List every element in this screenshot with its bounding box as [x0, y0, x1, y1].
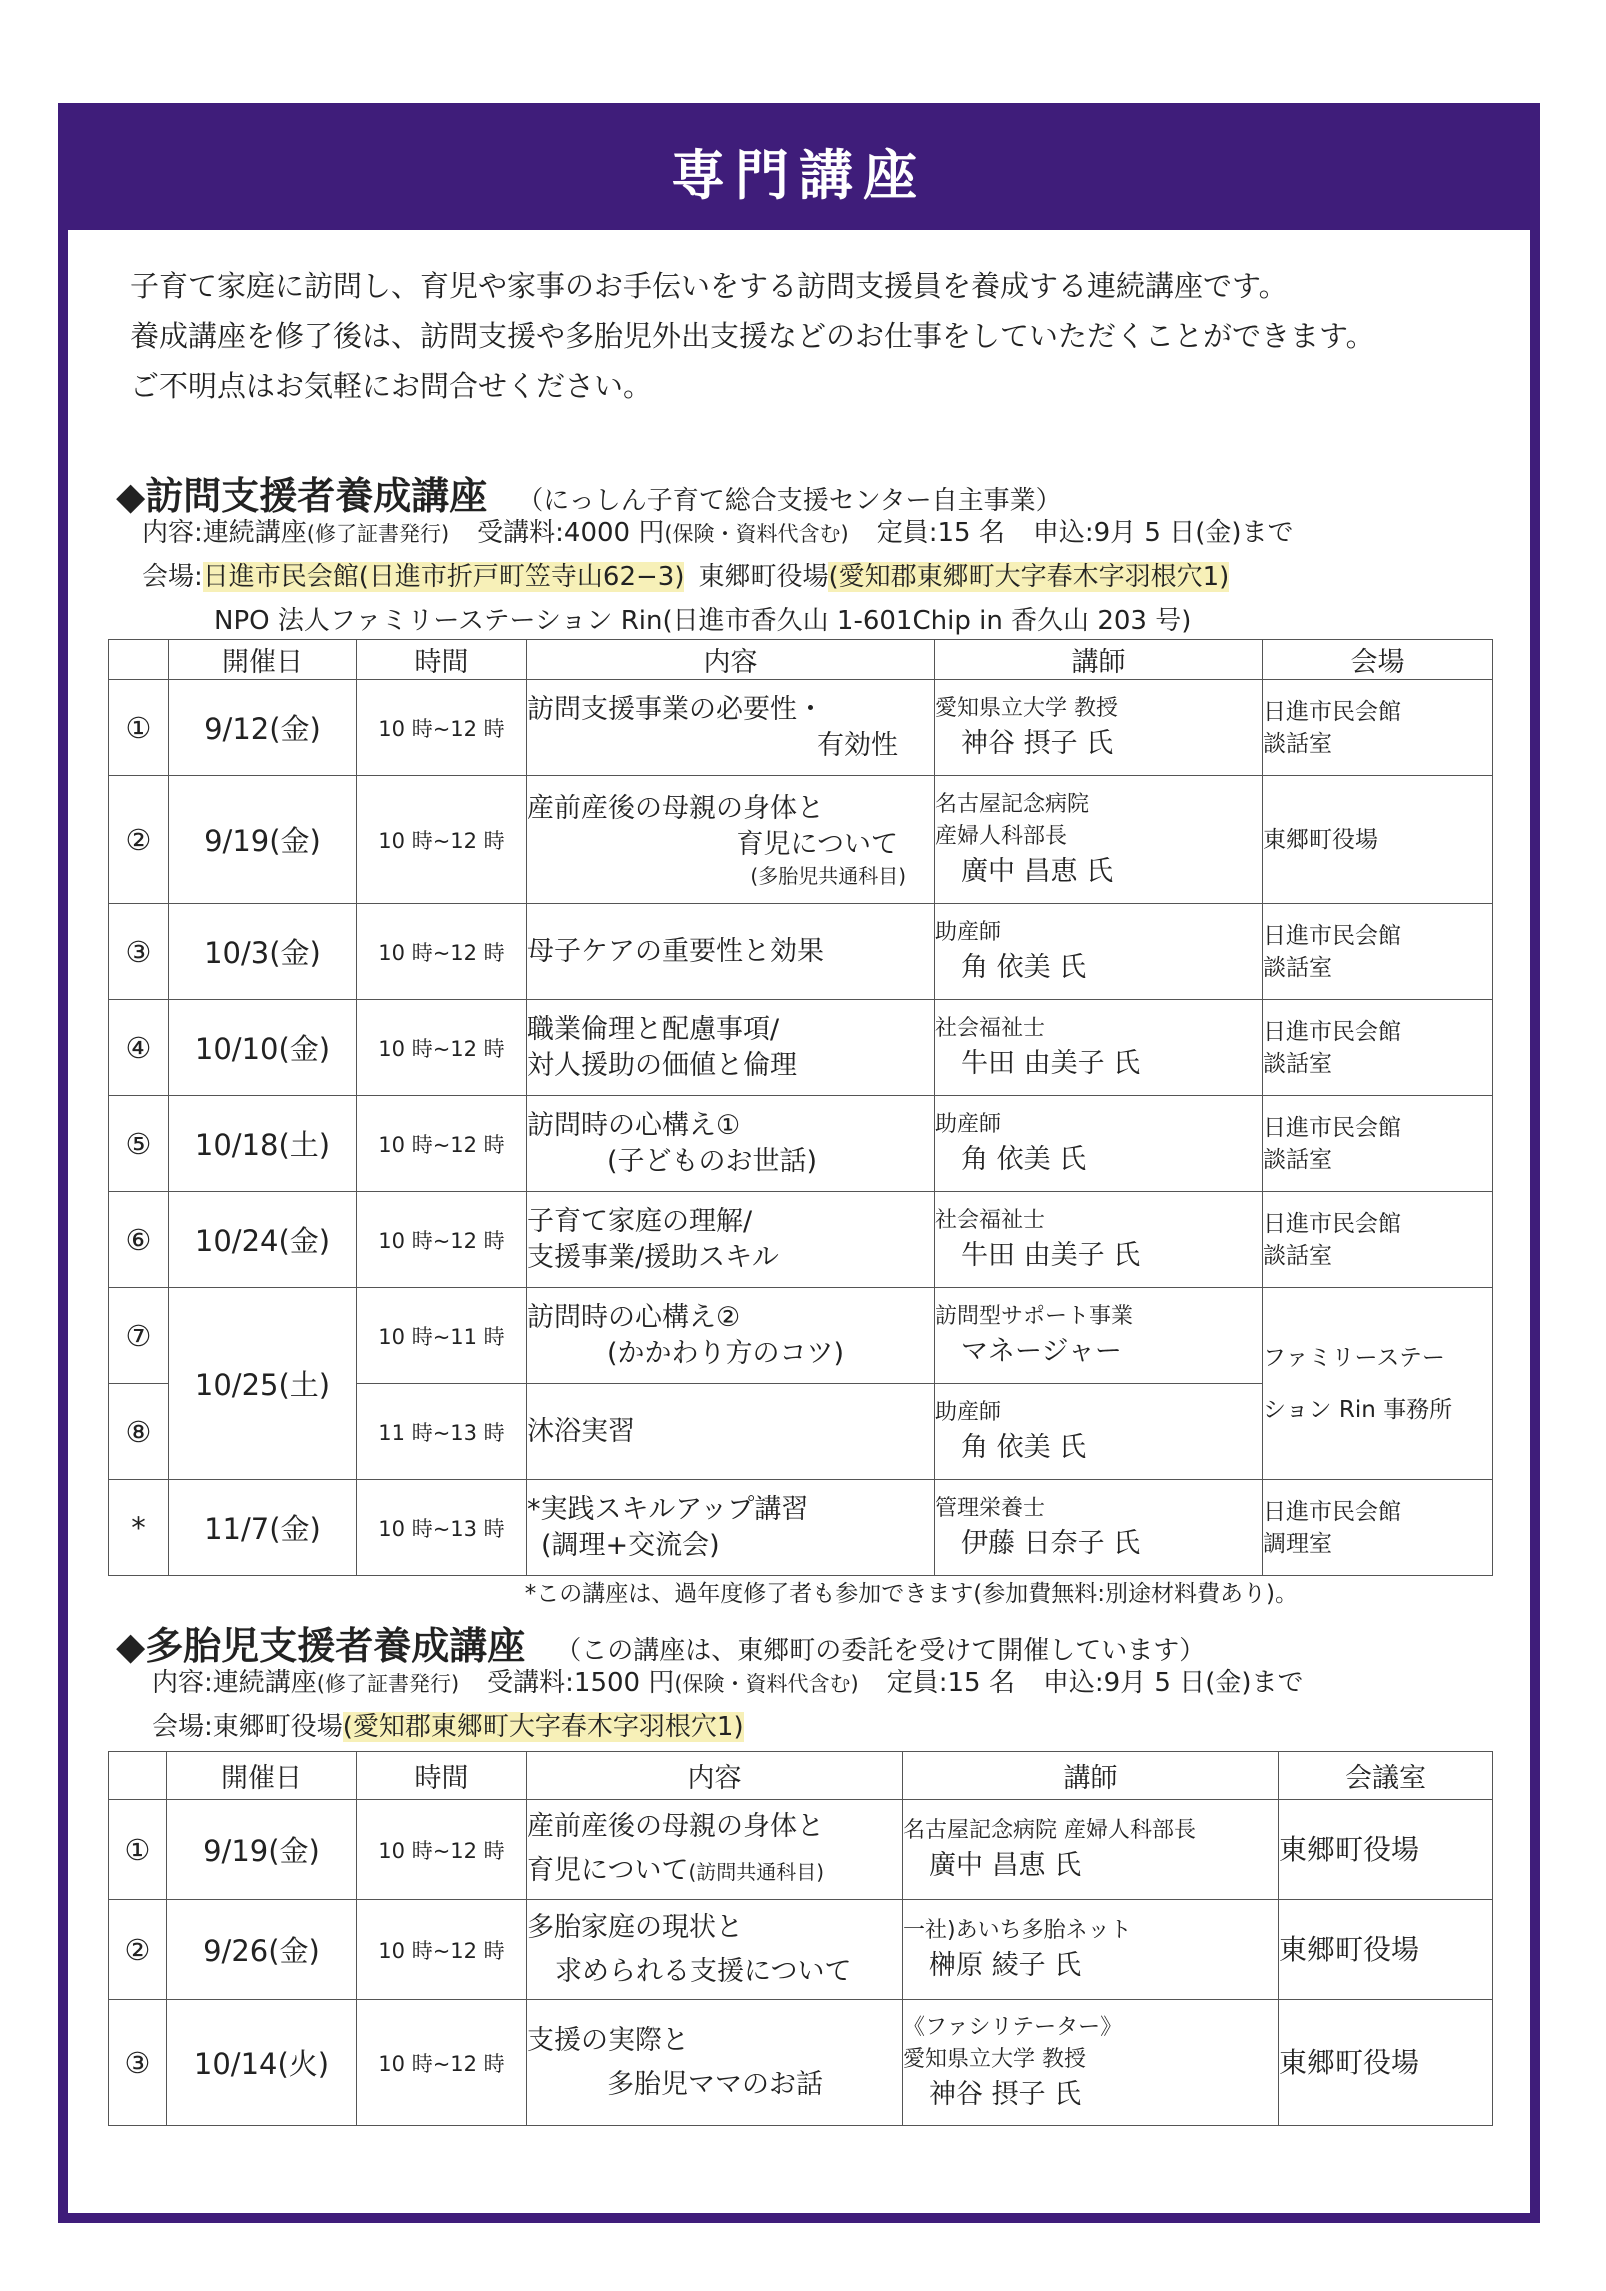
row-no: ⑦	[109, 1288, 169, 1384]
row-no: ①	[109, 680, 169, 776]
lecturer-name: 榊原 綾子 氏	[929, 1949, 1082, 1981]
lecturer-name: マネージャー	[961, 1335, 1122, 1367]
course1-venue-line	[142, 559, 1229, 595]
course1-venue2-name: 東郷町役場	[698, 562, 829, 592]
row-content	[527, 1480, 935, 1576]
course2-venue-label: 会場:東郷町役場	[152, 1712, 343, 1742]
row-venue: 東郷町役場	[1279, 1900, 1493, 2000]
content-line: 母子ケアの重要性と効果	[527, 935, 824, 967]
table-row	[109, 1192, 1493, 1288]
content-line: 育児について	[527, 1855, 689, 1886]
col-no	[109, 640, 169, 680]
intro-line-3: ご不明点はお気軽にお問合せください。	[130, 369, 653, 403]
table-row	[109, 904, 1493, 1000]
row-no: *	[109, 1480, 169, 1576]
col-venue: 会場	[1263, 640, 1493, 680]
row-lecturer	[935, 1288, 1263, 1384]
table-row	[109, 1096, 1493, 1192]
lecturer-title: 名古屋記念病院 産婦人科部長	[903, 1817, 1196, 1843]
content-line: 育児について	[736, 828, 898, 860]
lecturer-name: 神谷 摂子 氏	[961, 727, 1114, 759]
row-content	[527, 1288, 935, 1384]
lecturer-title: 一社)あいち多胎ネット	[903, 1917, 1132, 1943]
row-date: 10/10(金)	[169, 1000, 357, 1096]
row-date: 9/26(金)	[167, 1900, 357, 2000]
course1-schedule-table	[108, 639, 1493, 1576]
course2-apply: 申込:9月 5 日(金)まで	[1042, 1668, 1304, 1698]
row-content	[527, 776, 935, 904]
table-row	[109, 776, 1493, 904]
lecturer-title: 社会福祉士	[935, 1015, 1046, 1041]
row-venue: 日進市民会館 談話室	[1263, 1096, 1493, 1192]
course1-footnote: *この講座は、過年度修了者も参加できます(参加費無料:別途材料費あり)。	[524, 1581, 1298, 1607]
lecturer-title: 愛知県立大学 教授	[903, 2046, 1086, 2072]
col-date: 開催日	[167, 1752, 357, 1800]
row-lecturer	[935, 1480, 1263, 1576]
row-time: 10 時~12 時	[357, 680, 527, 776]
row-date: 10/18(土)	[169, 1096, 357, 1192]
row-content	[527, 1800, 903, 1900]
content-line: 子育て家庭の理解/	[527, 1205, 753, 1237]
content-line: 多胎児ママのお話	[607, 2068, 823, 2100]
content-line: 沐浴実習	[527, 1415, 635, 1447]
lecturer-title: 社会福祉士	[935, 1207, 1046, 1233]
row-no: ①	[109, 1800, 167, 1900]
row-lecturer	[935, 1096, 1263, 1192]
content-line: 支援事業/援助スキル	[527, 1241, 779, 1273]
row-venue: 日進市民会館 談話室	[1263, 904, 1493, 1000]
col-lecturer: 講師	[935, 640, 1263, 680]
row-time: 10 時~12 時	[357, 1000, 527, 1096]
row-date: 10/3(金)	[169, 904, 357, 1000]
row-lecturer	[935, 1000, 1263, 1096]
row-lecturer	[935, 1384, 1263, 1480]
course2-fee-note: (保険・資料代含む)	[674, 1672, 859, 1696]
row-lecturer	[935, 1192, 1263, 1288]
course1-title: ◆訪問支援者養成講座	[116, 474, 488, 518]
content-line: 支援の実際と	[527, 2024, 689, 2056]
course2-capacity: 定員:15 名	[886, 1668, 1015, 1698]
lecturer-name: 伊藤 日奈子 氏	[961, 1527, 1141, 1559]
table-header-row	[109, 1752, 1493, 1800]
content-line: 訪問支援事業の必要性・	[527, 693, 824, 725]
col-time: 時間	[357, 1752, 527, 1800]
row-lecturer	[935, 904, 1263, 1000]
content-line: 対人援助の価値と倫理	[527, 1049, 797, 1081]
row-time: 10 時~11 時	[357, 1288, 527, 1384]
row-time: 11 時~13 時	[357, 1384, 527, 1480]
table-row	[109, 2000, 1493, 2126]
lecturer-name: 牛田 由美子 氏	[961, 1239, 1141, 1271]
row-content	[527, 1900, 903, 2000]
table-row	[109, 1480, 1493, 1576]
course2-subtitle: （この講座は、東郷町の委託を受けて開催しています）	[555, 1636, 1206, 1666]
row-venue: 日進市民会館 談話室	[1263, 1000, 1493, 1096]
row-date: 11/7(金)	[169, 1480, 357, 1576]
col-content: 内容	[527, 640, 935, 680]
row-no: ②	[109, 1900, 167, 2000]
content-line: (調理+交流会)	[541, 1529, 720, 1561]
intro-line-2: 養成講座を修了後は、訪問支援や多胎児外出支援などのお仕事をしていただくことができます。	[130, 319, 1375, 353]
course2-fee: 受講料:1500 円	[487, 1668, 675, 1698]
table-row	[109, 680, 1493, 776]
course1-apply: 申込:9月 5 日(金)まで	[1032, 518, 1294, 548]
lecturer-role: 《ファシリテーター》	[903, 2014, 1123, 2040]
content-line: 訪問時の心構え①	[527, 1109, 741, 1141]
row-lecturer	[903, 2000, 1279, 2126]
content-line: 産前産後の母親の身体と	[527, 792, 824, 824]
row-venue: ファミリーステー ション Rin 事務所	[1263, 1288, 1493, 1480]
row-date: 9/19(金)	[169, 776, 357, 904]
course1-venue-label: 会場:	[142, 562, 203, 592]
content-line: 求められる支援について	[555, 1955, 852, 1987]
course1-content-label: 内容:連続講座	[142, 518, 307, 548]
row-time: 10 時~12 時	[357, 776, 527, 904]
course1-venue2-addr: (愛知郡東郷町大字春木字羽根穴1)	[828, 562, 1230, 592]
lecturer-title: 管理栄養士	[935, 1495, 1046, 1521]
content-note: (多胎児共通科目)	[750, 863, 906, 888]
row-no: ⑥	[109, 1192, 169, 1288]
col-date: 開催日	[169, 640, 357, 680]
col-lecturer: 講師	[903, 1752, 1279, 1800]
course1-fee: 受講料:4000 円	[477, 518, 665, 548]
row-lecturer	[903, 1900, 1279, 2000]
content-note: (訪問共通科目)	[688, 1860, 825, 1884]
course1-heading	[116, 465, 1062, 520]
content-line: 職業倫理と配慮事項/	[527, 1013, 780, 1045]
row-content	[527, 1384, 935, 1480]
row-no: ④	[109, 1000, 169, 1096]
row-lecturer	[903, 1800, 1279, 1900]
lecturer-name: 角 依美 氏	[961, 951, 1087, 983]
row-lecturer	[935, 776, 1263, 904]
content-line: 有効性	[817, 729, 898, 761]
course1-venue1: 日進市民会館(日進市折戸町笠寺山62−3)	[202, 562, 685, 592]
lecturer-name: 廣中 昌恵 氏	[929, 1849, 1082, 1881]
row-no: ③	[109, 904, 169, 1000]
course2-content-note: (修了証書発行)	[316, 1672, 460, 1696]
page-frame	[58, 103, 1540, 2223]
lecturer-name: 牛田 由美子 氏	[961, 1047, 1141, 1079]
row-venue: 日進市民会館 談話室	[1263, 1192, 1493, 1288]
col-room: 会議室	[1279, 1752, 1493, 1800]
table-row	[109, 1288, 1493, 1384]
course1-venue3-line: NPO 法人ファミリーステーション Rin(日進市香久山 1-601Chip in 香久山 203 号)	[214, 606, 1192, 636]
intro-line-1: 子育て家庭に訪問し、育児や家事のお手伝いをする訪問支援員を養成する連続講座です。	[130, 269, 1288, 303]
lecturer-title: 名古屋記念病院 産婦人科部長	[935, 791, 1090, 849]
course1-fee-note: (保険・資料代含む)	[664, 522, 849, 546]
row-venue: 東郷町役場	[1279, 1800, 1493, 1900]
content-line: *実践スキルアップ講習	[527, 1493, 809, 1525]
col-no	[109, 1752, 167, 1800]
content-line: 産前産後の母親の身体と	[527, 1811, 824, 1842]
course2-schedule-table	[108, 1751, 1493, 2126]
row-content	[527, 904, 935, 1000]
row-content	[527, 680, 935, 776]
row-venue: 東郷町役場	[1263, 776, 1493, 904]
course2-content-label: 内容:連続講座	[152, 1668, 317, 1698]
table-row	[109, 1900, 1493, 2000]
table-row	[109, 1800, 1493, 1900]
row-venue: 日進市民会館 談話室	[1263, 680, 1493, 776]
row-date: 9/12(金)	[169, 680, 357, 776]
row-content	[527, 2000, 903, 2126]
title-banner	[68, 113, 1530, 230]
content-line: (子どものお世話)	[607, 1145, 818, 1177]
row-no: ⑤	[109, 1096, 169, 1192]
content-line: 訪問時の心構え②	[527, 1301, 741, 1333]
course2-info-line	[152, 1665, 1304, 1702]
table-row	[109, 1000, 1493, 1096]
row-content	[527, 1000, 935, 1096]
row-content	[527, 1192, 935, 1288]
lecturer-name: 角 依美 氏	[961, 1143, 1087, 1175]
row-content	[527, 1096, 935, 1192]
row-date: 10/14(火)	[167, 2000, 357, 2126]
row-venue: 日進市民会館 調理室	[1263, 1480, 1493, 1576]
lecturer-name: 角 依美 氏	[961, 1431, 1087, 1463]
lecturer-title: 助産師	[935, 1111, 1002, 1137]
row-lecturer	[935, 680, 1263, 776]
content-line: (かかわり方のコツ)	[607, 1337, 845, 1369]
col-time: 時間	[357, 640, 527, 680]
row-no: ②	[109, 776, 169, 904]
course2-heading	[116, 1615, 1205, 1670]
course2-venue-line	[152, 1709, 744, 1745]
row-date: 10/25(土)	[169, 1288, 357, 1480]
row-time: 10 時~12 時	[357, 1096, 527, 1192]
row-time: 10 時~13 時	[357, 1480, 527, 1576]
lecturer-title: 助産師	[935, 1399, 1002, 1425]
col-content: 内容	[527, 1752, 903, 1800]
course1-subtitle: （にっしん子育て総合支援センター自主事業）	[517, 486, 1062, 516]
row-date: 9/19(金)	[167, 1800, 357, 1900]
intro-text	[130, 261, 1490, 411]
course1-info-line	[142, 515, 1294, 552]
row-venue: 東郷町役場	[1279, 2000, 1493, 2126]
row-time: 10 時~12 時	[357, 1800, 527, 1900]
row-date: 10/24(金)	[169, 1192, 357, 1288]
lecturer-name: 廣中 昌恵 氏	[961, 855, 1114, 887]
lecturer-title: 愛知県立大学 教授	[935, 695, 1118, 721]
course2-venue-addr: (愛知郡東郷町大字春木字羽根穴1)	[342, 1712, 744, 1742]
table-header-row	[109, 640, 1493, 680]
row-time: 10 時~12 時	[357, 2000, 527, 2126]
row-no: ⑧	[109, 1384, 169, 1480]
lecturer-title: 訪問型サポート事業	[935, 1303, 1134, 1329]
course2-title: ◆多胎児支援者養成講座	[116, 1624, 526, 1668]
lecturer-name: 神谷 摂子 氏	[929, 2078, 1082, 2110]
page-title: 専門講座	[671, 144, 927, 207]
course1-capacity: 定員:15 名	[876, 518, 1005, 548]
row-time: 10 時~12 時	[357, 1900, 527, 2000]
row-time: 10 時~12 時	[357, 904, 527, 1000]
row-time: 10 時~12 時	[357, 1192, 527, 1288]
course1-content-note: (修了証書発行)	[306, 522, 450, 546]
content-line: 多胎家庭の現状と	[527, 1911, 743, 1943]
row-no: ③	[109, 2000, 167, 2126]
lecturer-title: 助産師	[935, 919, 1002, 945]
